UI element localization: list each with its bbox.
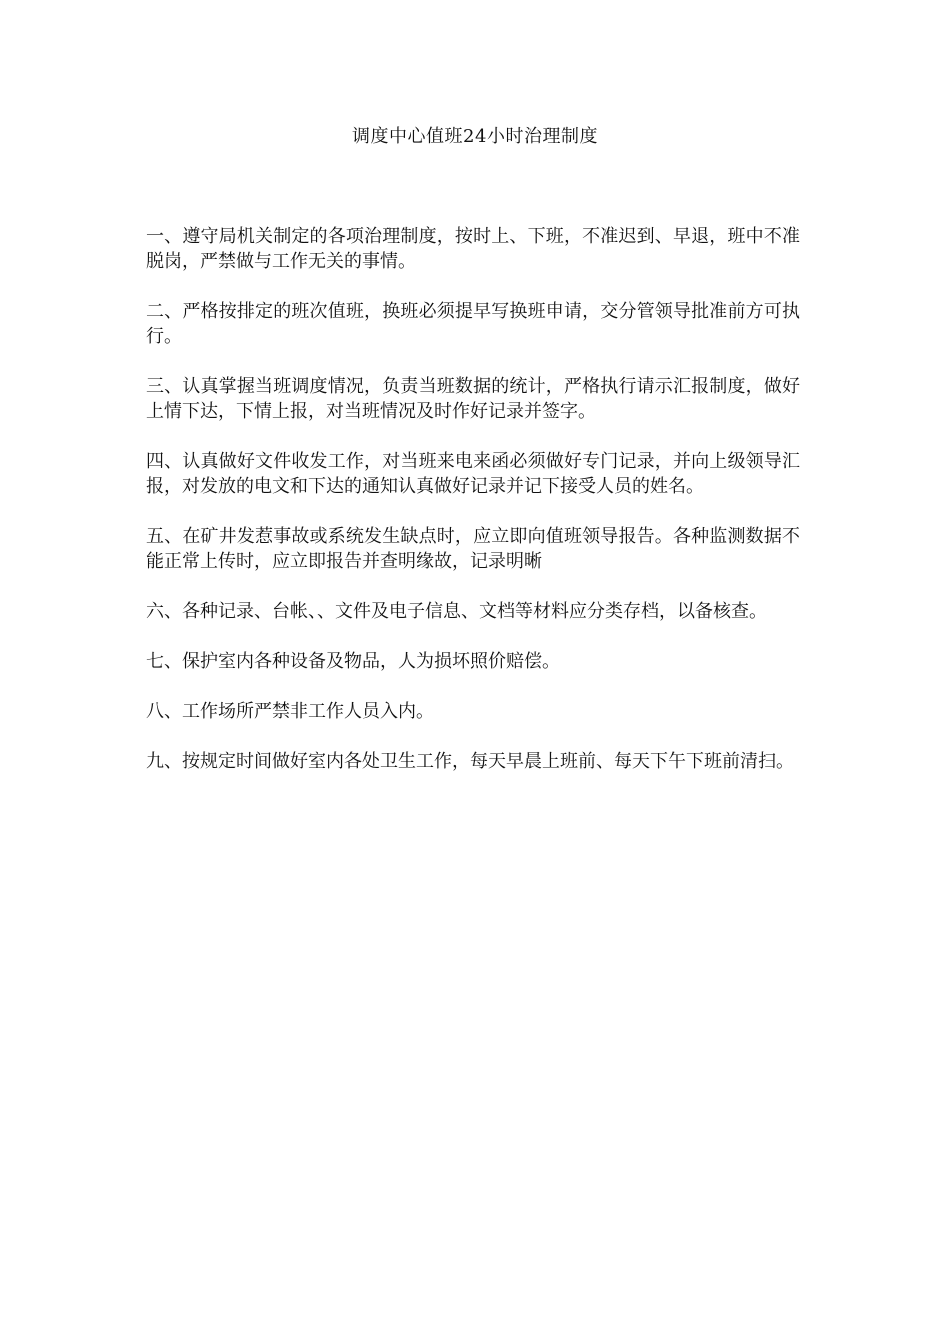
paragraph-1: 一、遵守局机关制定的各项治理制度，按时上、下班，不准迟到、早退，班中不准脱岗，严禁做与工作无关的事情。 <box>146 226 800 272</box>
document-title: 调度中心值班24小时治理制度 <box>352 126 598 147</box>
paragraph-7: 七、保护室内各种设备及物品，人为损坏照价赔偿。 <box>146 651 560 672</box>
paragraph-3: 三、认真掌握当班调度情况，负责当班数据的统计，严格执行请示汇报制度，做好上情下达，下情上报，对当班情况及时作好记录并签字。 <box>146 376 800 422</box>
paragraph-4: 四、认真做好文件收发工作，对当班来电来函必须做好专门记录，并向上级领导汇报，对发放的电文和下达的通知认真做好记录并记下接受人员的姓名。 <box>146 451 800 497</box>
paragraph-5: 五、在矿井发惹事故或系统发生缺点时，应立即向值班领导报告。各种监测数据不能正常上传时，应立即报告并查明缘故，记录明晰 <box>146 526 800 572</box>
paragraph-9: 九、按规定时间做好室内各处卫生工作，每天早晨上班前、每天下午下班前清扫。 <box>146 751 794 772</box>
paragraph-2: 二、严格按排定的班次值班，换班必须提早写换班申请，交分管领导批准前方可执行。 <box>146 301 800 347</box>
document-body <box>146 224 800 799</box>
paragraph-8: 八、工作场所严禁非工作人员入内。 <box>146 701 434 722</box>
paragraph-6: 六、各种记录、台帐、、文件及电子信息、文档等材料应分类存档，以备核查。 <box>146 601 767 622</box>
